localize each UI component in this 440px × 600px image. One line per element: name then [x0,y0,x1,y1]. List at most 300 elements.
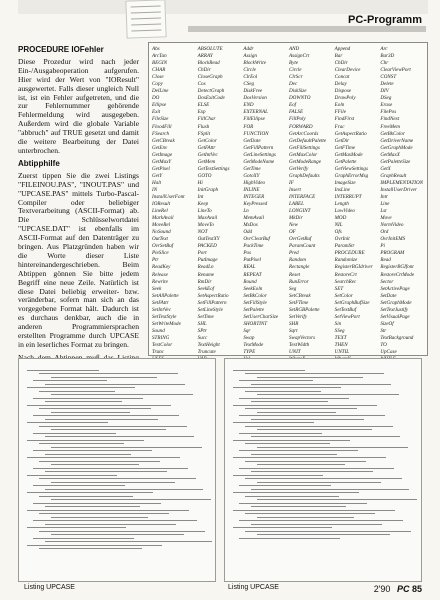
keyword-item: Succ [197,334,208,341]
code-line [233,492,359,493]
keyword-item: Intr [380,193,388,200]
keyword-item: SetAllPalette [152,292,179,299]
keyword-item: SearchRec [334,278,357,285]
code-line [39,478,196,479]
keyword-item: GetTextSettings [197,165,230,172]
note-card-image [125,0,166,39]
code-line [245,461,366,462]
keyword-item: RunError [289,278,309,285]
code-line [233,475,323,476]
code-line [45,384,185,385]
code-line [39,408,151,409]
code-line [33,468,188,469]
code-line [251,471,373,472]
keyword-item: ParamCount [289,243,316,250]
keyword-item: GetAspectRatio [334,130,367,137]
code-line [233,440,350,441]
keyword-item: Insert [289,186,301,193]
code-line [245,513,375,514]
keyword-item: HighVideo [243,179,266,186]
keyword-item: ClrScr [289,74,303,81]
code-line [257,394,399,395]
keyword-item: OF [289,229,296,236]
keyword-item: SetWriteMode [152,320,181,327]
code-line [51,429,166,430]
keyword-item: THEN [334,341,348,348]
code-line [257,464,345,465]
keyword-item: SetLineStyle [197,306,223,313]
keyword-item: SetGraphMode [380,299,412,306]
keyword-item: Seg [289,285,297,292]
listing-caption: Listing UPCASE [228,584,279,591]
code-line [251,401,328,402]
keyword-item: GraphResult [380,172,407,179]
keyword-item: GetDefaultPalette [289,137,327,144]
keyword-item: Release [152,271,168,278]
keyword-item: SetIntVec [152,306,171,313]
keyword-item: IOResult [152,201,171,208]
keyword-item: FSearch [152,130,170,137]
keyword-item: DosExitCode [197,95,225,102]
keyword-item: END [243,102,254,109]
keyword-item: OvrGetBuf [289,236,312,243]
keyword-item: IF [289,179,294,186]
keyword-item: RmDir [197,278,212,285]
keyword-item: DiskSize [289,88,307,95]
keyword-item: SizeOf [380,320,394,327]
page-footer [374,584,422,594]
keyword-item: GetModeName [243,158,275,165]
keyword-item: SetRGBPalette [289,306,320,313]
keyword-item: RegisterBGIfont [380,264,414,271]
keyword-item: Sound [152,327,165,334]
keyword-item: GetX [380,165,391,172]
listing-caption: Listing UPCASE [24,584,75,591]
intro-paragraph: Diese Prozedur wird nach jeder Ein-/Ausgabeoperation aufgerufen. Hier wird der Wert von "IOResult" ausgewertet. Falls dieser ungleich Null ist, ist ein Fehler aufgetreten, und die zur Fehlernummer gehörende Fehlermeldung wird ausgegeben. Außerdem wird die globale Variable "abbruch" auf TRUE gesetzt und damit die weitere Bearbeitung der Datei unterbrochen. [18,56,139,155]
keyword-item: Truncate [197,349,216,356]
keyword-item: Sector [380,278,394,285]
keyword-item: SetVisualPage [380,313,410,320]
keyword-item: DO [152,95,160,102]
intro-heading: PROCEDURE IOFehler [18,45,104,54]
keyword-item: CSeg [243,81,255,88]
code-line [39,531,205,532]
code-line [51,447,202,448]
keyword-item: DIV [380,88,389,95]
keyword-item: OvrInit [334,236,350,243]
keyword-item: Sqr [243,327,251,334]
keyword-item: Bar3D [380,53,395,60]
keyword-item: TextWidth [289,341,310,348]
keyword-item: DetectGraph [197,88,225,95]
keyword-item: UNIT [289,349,301,356]
keyword-item: Ord [380,229,389,236]
keyword-item: CONST [380,74,397,81]
keyword-item: PackTime [243,243,264,250]
keyword-item: Keep [197,201,209,208]
keyword-item: SHR [289,320,299,327]
code-line [233,422,314,423]
code-line [257,447,408,448]
keyword-item: GetEnv [152,144,168,151]
keyword-item: LABEL [289,201,305,208]
keyword-item: ABSOLUTE [197,46,223,52]
keyword-item: TYPE [243,349,256,356]
keyword-item: ArcTan [152,53,167,60]
keyword-item: ChDir [334,60,348,67]
keyword-item: PROCEDURE [334,250,365,257]
keyword-item: GetTime [243,165,261,172]
code-line [27,510,189,511]
keyword-item: CHAR [152,67,166,74]
keyword-item: Byte [289,60,299,67]
keyword-item: GetLineSettings [243,151,276,158]
keyword-item: Sqrt [289,327,298,334]
code-listing-left [18,358,216,582]
keyword-item: Eoln [334,102,345,109]
keyword-item: SeekEof [197,285,215,292]
code-line [257,499,417,500]
code-line [251,384,391,385]
keyword-item: Read [380,257,391,264]
keyword-item: PACKED [197,243,217,250]
keyword-item: INTERFACE [289,193,316,200]
code-line [245,531,411,532]
keyword-item: Swap [243,334,255,341]
keyword-item: BlockRead [197,60,220,67]
code-line [239,415,385,416]
keyword-item: SetUserCharSize [243,313,279,320]
keyword-table [148,42,428,356]
keyword-item: SET [334,285,344,292]
keyword-item: InstallUserDriver [380,186,417,193]
code-line [27,440,144,441]
keyword-item: Pred [289,250,299,257]
keyword-item: LineRel [152,208,168,215]
keyword-item: Rectangle [289,264,310,271]
keyword-item: Pi [380,243,385,250]
code-line [51,534,184,535]
keyword-item: Circle [243,67,256,74]
keyword-item: DrawPoly [334,95,356,102]
keyword-item: ChDir [197,67,211,74]
keyword-item: TextColor [152,341,173,348]
keyword-item: GetY [152,172,163,179]
code-line [239,450,358,451]
keyword-item: MarkAvail [152,215,174,222]
code-line [251,454,337,455]
keyword-item: SetTextJustify [380,306,409,313]
keyword-item: LowVideo [334,208,355,215]
keyword-item: SetFAttr [152,299,169,306]
keyword-item: OutTextXY [197,236,220,243]
code-line [39,548,142,549]
code-line [239,398,349,399]
code-line [45,471,167,472]
keyword-item: GOTO [197,172,212,179]
keyword-item: Bar [334,53,343,60]
keyword-item: GetMaxY [152,158,172,165]
keyword-item: SeekEoln [243,285,263,292]
keyword-item: GetGraphMode [380,144,413,151]
code-line [45,506,140,507]
keyword-item: DiskFree [243,88,263,95]
keyword-item: GotoXY [243,172,260,179]
keyword-item: FreeMem [380,123,400,130]
keyword-item: InitGraph [197,186,219,193]
keyword-item: MoveRel [152,222,171,229]
keyword-item: KeyPressed [243,201,268,208]
keyword-item: GraphErrorMsg [334,172,369,179]
keyword-item: MoveTo [197,222,214,229]
code-line [51,464,139,465]
keyword-item: NoSound [152,229,171,236]
keyword-item: Round [243,278,257,285]
keyword-item: RestoreCrt [334,271,357,278]
keyword-item: Addr [243,46,254,52]
code-line [51,499,211,500]
keyword-item: Append [334,46,351,52]
keyword-item: SwapVectors [289,334,316,341]
keyword-item: DosVersion [243,95,267,102]
page-header-title: PC-Programm [348,14,422,26]
code-line [251,419,364,420]
keyword-item: SetAspectRatio [197,292,229,299]
code-line [33,433,116,434]
keyword-item: ReadLn [197,264,214,271]
keyword-item: PieSlice [152,250,169,257]
code-line [257,412,336,413]
keyword-item: PutImage [197,257,218,264]
keyword-item: GetDate [243,137,261,144]
code-line [239,485,331,486]
keyword-item: GetDriverName [380,137,414,144]
keyword-item: Randomize [334,257,358,264]
page-number: 85 [411,584,422,594]
keyword-item: SetFTime [289,299,309,306]
code-line [27,387,135,388]
keyword-item: NormVideo [380,222,404,229]
keyword-item: Close [152,74,164,81]
keyword-item: Rename [197,271,215,278]
keyword-item: AND [289,46,300,52]
keyword-item: DOWNTO [289,95,311,102]
issue-label: 2'90 [373,584,391,594]
code-line [27,492,153,493]
keyword-item: IMPLEMENTATION [380,179,424,186]
keyword-item: Assign [243,53,257,60]
keyword-item: FilePos [380,109,397,116]
keyword-item: BEGIN [152,60,167,67]
keyword-item: SPtr [197,327,207,334]
keyword-item: SetColor [334,292,353,299]
code-line [51,377,157,378]
code-line [251,436,400,437]
keyword-item: GraphDefaults [289,172,320,179]
keyword-item: Ofs [334,229,342,236]
section-heading: Abtipphilfe [18,158,60,168]
keyword-item: Halt [152,179,162,186]
code-line [39,373,178,374]
keyword-item: FloodFill [152,123,172,130]
keyword-item: TextHeight [197,341,220,348]
code-line [27,527,126,528]
keyword-item: Chr [380,60,389,67]
keyword-item: GetFAttr [197,144,216,151]
keyword-item: Line [380,201,390,208]
keyword-item: INTEGER [243,193,265,200]
keyword-item: SetBkColor [243,292,267,299]
keyword-item: FSplit [197,130,211,137]
keyword-item: SetFillPattern [197,299,227,306]
keyword-item: FillPoly [289,116,306,123]
keyword-item: Seek [152,285,162,292]
code-line [33,380,107,381]
code-line [251,524,382,525]
keyword-item: FindFirst [334,116,355,123]
keyword-item: Move [380,215,392,222]
code-line [257,429,372,430]
code-line [233,387,341,388]
code-line [245,443,330,444]
code-line [251,489,409,490]
keyword-item: OutText [152,236,168,243]
keyword-item: SetCBreak [289,292,311,299]
keyword-item: OvrInitEMS [380,236,406,243]
keyword-item: GetMem [197,158,216,165]
keyword-item: Delete [380,81,394,88]
keyword-item: FillEllipse [243,116,265,123]
code-line [239,538,340,539]
code-line [33,503,161,504]
keyword-item: NOT [197,229,208,236]
keyword-item: MemAvail [243,215,264,222]
code-line [39,443,124,444]
keyword-item: UNTIL [334,349,350,356]
code-line [245,391,321,392]
code-line [45,401,122,402]
code-line [239,520,403,521]
keyword-item: ParamStr [334,243,355,250]
keyword-item: GetMaxColor [289,151,318,158]
keyword-item: Rewrite [152,278,168,285]
keyword-item: Length [334,201,349,208]
keyword-item: Erase [380,102,393,109]
code-line [45,524,176,525]
keyword-item: Delay [334,81,347,88]
keyword-item: SetDate [380,292,397,299]
keyword-item: SetFillStyle [243,299,267,306]
keyword-item: SetVerify [289,313,308,320]
keyword-item: TEXT [334,334,347,341]
code-line [233,527,332,528]
keyword-item: New [289,222,299,229]
keyword-item: Sin [334,320,342,327]
keyword-item: GetViewSettings [334,165,368,172]
keyword-item: Arc [380,46,388,52]
code-line [257,482,381,483]
keyword-item: INLINE [243,186,260,193]
keyword-item: AssignCrt [289,53,310,60]
keyword-item: SetTextStyle [152,313,177,320]
keyword-item: FUNCTION [243,130,269,137]
code-line [51,517,148,518]
keyword-item: FindNext [380,116,400,123]
keyword-item: EXTERNAL [243,109,268,116]
code-line [257,534,390,535]
keyword-item: SetViewPort [334,313,360,320]
keyword-item: MOD [334,215,347,222]
keyword-item: SetTime [197,313,214,320]
code-line [239,380,313,381]
code-line [33,398,143,399]
code-line [51,394,193,395]
keyword-item: ClearViewPort [380,67,411,74]
keyword-item: FileSize [152,116,169,123]
code-lines [233,367,413,541]
code-line [51,482,175,483]
code-line [257,517,354,518]
code-line [33,450,152,451]
keyword-item: PROGRAM [380,250,405,257]
keyword-item: Exit [152,109,161,116]
code-line [45,541,212,542]
code-line [245,496,339,497]
code-line [27,475,117,476]
keyword-item: PutPixel [243,257,261,264]
keyword-item: ReadKey [152,264,171,271]
keyword-item: GetMaxMode [334,151,363,158]
keyword-item: ClearDevice [334,67,361,74]
keyword-item: LineTo [197,208,212,215]
keyword-item: GetFTime [334,144,356,151]
code-line [33,415,179,416]
code-line [39,426,187,427]
keyword-item: MkDir [289,215,303,222]
keyword-item: GetColor [197,137,217,144]
keyword-item: Abs [152,46,160,52]
keyword-item: TextBackground [380,334,414,341]
code-line [45,419,158,420]
keyword-item: Port [197,250,207,257]
keyword-item: INTERRUPT [334,193,362,200]
keyword-item: FFile [334,109,346,116]
keyword-item: Lst [380,208,387,215]
keyword-item: GetFillSettings [289,144,320,151]
keyword-item: Ln [243,208,249,215]
code-line [45,454,131,455]
code-line [39,513,169,514]
code-line [27,545,162,546]
code-listing-right [224,358,422,582]
keyword-item: TextMode [243,341,264,348]
code-line [39,496,133,497]
keyword-item: SetActivePage [380,285,410,292]
keyword-item: ClrEol [243,74,258,81]
keyword-item: GetArcCoords [289,130,319,137]
keyword-item: RegisterBGIdriver [334,264,373,271]
keyword-item: Reset [289,271,301,278]
keyword-item: LONGINT [289,208,311,215]
keyword-item: BlockWrite [243,60,266,67]
keyword-item: GetModeRange [289,158,321,165]
code-line [27,405,171,406]
keyword-item: Exp [197,109,206,116]
keyword-item: REPEAT [243,271,262,278]
keyword-item: SHORTINT [243,320,268,327]
code-line [239,468,394,469]
keyword-item: Dispose [334,88,352,95]
